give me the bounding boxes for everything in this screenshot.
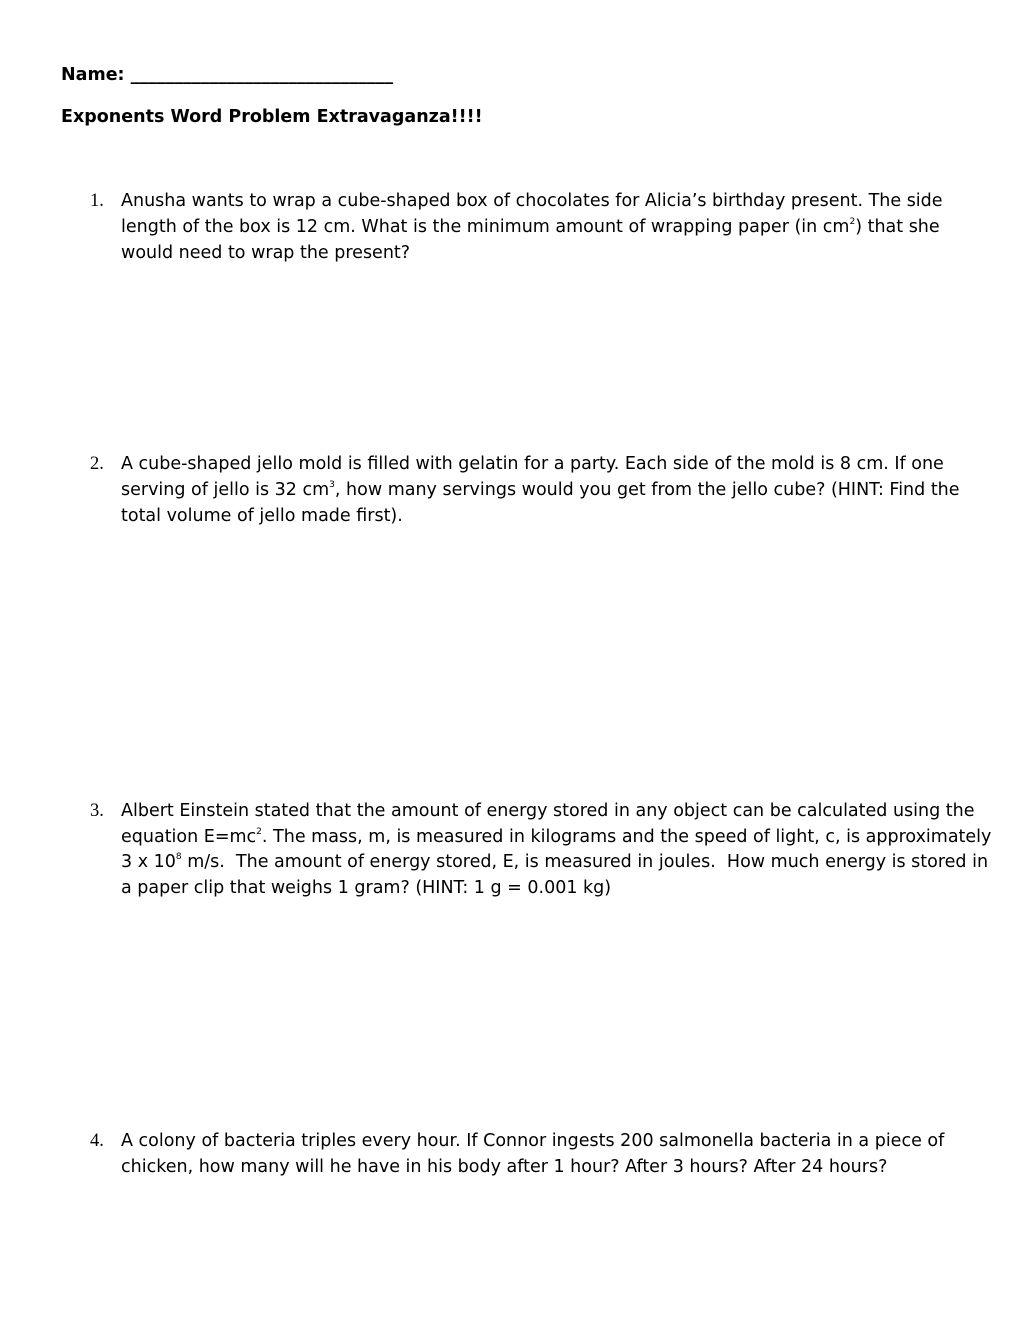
worksheet-title: Exponents Word Problem Extravaganza!!!! — [61, 107, 483, 127]
text-span: , how many servings would you get from the jello cube? (HINT: Find the — [334, 480, 960, 500]
name-field — [61, 64, 393, 86]
problem-text-line: chicken, how many will he have in his body after 1 hour? After 3 hours? After 24 hours? — [121, 1157, 888, 1177]
problem-number: 1. — [90, 191, 104, 211]
text-span: equation E=mc — [121, 827, 257, 847]
problem-number: 2. — [90, 454, 104, 474]
problem-text-line: Albert Einstein stated that the amount of energy stored in any object can be calculated using the — [121, 801, 975, 821]
superscript-exponent: 8 — [175, 851, 182, 862]
superscript-exponent: 3 — [329, 479, 335, 490]
problem-text-line — [121, 479, 960, 501]
text-span: ) that she — [855, 217, 940, 237]
problem-text-line — [121, 826, 991, 848]
name-blank-line: ______________________________ — [130, 65, 394, 85]
text-span: . The mass, m, is measured in kilograms and the speed of light, c, is approximately — [261, 827, 992, 847]
problem-number: 4. — [90, 1131, 104, 1151]
superscript-exponent: 2 — [849, 216, 856, 227]
problem-text-line: total volume of jello made first). — [121, 506, 403, 526]
name-label: Name: — [61, 65, 125, 85]
text-span: 3 x 10 — [121, 852, 176, 872]
problem-text-line: Anusha wants to wrap a cube-shaped box of chocolates for Alicia’s birthday present. The side — [121, 191, 943, 211]
problem-number: 3. — [90, 801, 104, 821]
text-span: length of the box is 12 cm. What is the minimum amount of wrapping paper (in cm — [121, 217, 850, 237]
problem-text-line: would need to wrap the present? — [121, 243, 411, 263]
text-span: serving of jello is 32 cm — [121, 480, 330, 500]
problem-text-line: A colony of bacteria triples every hour. If Connor ingests 200 salmonella bacteria in a piece of — [121, 1131, 945, 1151]
problem-text-line: a paper clip that weighs 1 gram? (HINT: 1 g = 0.001 kg) — [121, 878, 612, 898]
text-span: m/s. The amount of energy stored, E, is measured in joules. How much energy is stored in — [181, 852, 989, 872]
problem-text-line — [121, 851, 988, 873]
problem-text-line — [121, 216, 940, 238]
superscript-exponent: 2 — [256, 826, 262, 837]
problem-text-line: A cube-shaped jello mold is filled with gelatin for a party. Each side of the mold is 8 cm. If one — [121, 454, 944, 474]
